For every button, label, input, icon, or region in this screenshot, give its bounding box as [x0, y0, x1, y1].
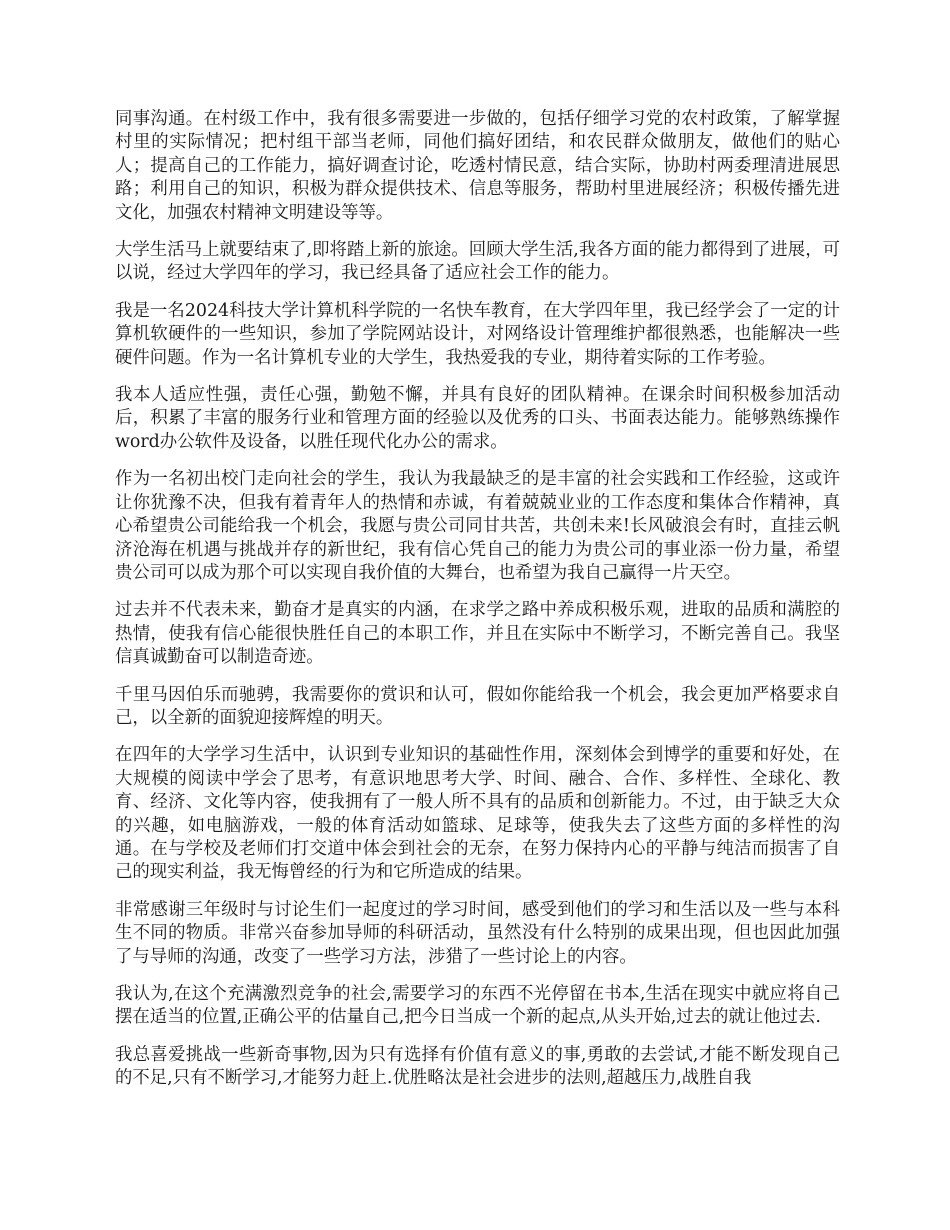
paragraph-5: 作为一名初出校门走向社会的学生，我认为我最缺乏的是丰富的社会实践和工作经验，这或许让你犹豫不决，但我有着青年人的热情和赤诚，有着兢兢业业的工作态度和集体合作精神，真心希望贵公司能给我一个机会，我愿与贵公司同甘共苦，共创未来!长风破浪会有时，直挂云帆济沧海在机遇与挑战并存的新世纪，我有信心凭自己的能力为贵公司的事业添一份力量，希望贵公司可以成为那个可以实现自我价值的大舞台，也希望为我自己赢得一片天空。	[115, 469, 840, 583]
paragraph-11: 我总喜爱挑战一些新奇事物,因为只有选择有价值有意义的事,勇敢的去尝试,才能不断发现自己的不足,只有不断学习,才能努力赶上.优胜略汰是社会进步的法则,超越压力,战胜自我	[115, 1044, 840, 1089]
paragraph-9: 非常感谢三年级时与讨论生们一起度过的学习时间，感受到他们的学习和生活以及一些与本科生不同的物质。非常兴奋参加导师的科研活动，虽然没有什么特别的成果出现，但也因此加强了与导师的沟通，改变了一些学习方法，涉猎了一些讨论上的内容。	[115, 899, 840, 967]
document-body	[115, 108, 840, 1105]
paragraph-8: 在四年的大学学习生活中，认识到专业知识的基础性作用，深刻体会到博学的重要和好处，在大规模的阅读中学会了思考，有意识地思考大学、时间、融合、合作、多样性、全球化、教育、经济、文化等内容，使我拥有了一般人所不具有的品质和创新能力。不过，由于缺乏大众的兴趣，如电脑游戏，一般的体育活动如篮球、足球等，使我失去了这些方面的多样性的沟通。在与学校及老师们打交道中体会到社会的无奈，在努力保持内心的平静与纯洁而损害了自己的现实利益，我无悔曾经的行为和它所造成的结果。	[115, 745, 840, 883]
paragraph-10: 我认为,在这个充满激烈竞争的社会,需要学习的东西不光停留在书本,生活在现实中就应将自己摆在适当的位置,正确公平的估量自己,把今日当成一个新的起点,从头开始,过去的就让他过去.	[115, 984, 840, 1028]
paragraph-6: 过去并不代表未来，勤奋才是真实的内涵，在求学之路中养成积极乐观，进取的品质和满腔的热情，使我有信心能很快胜任自己的本职工作，并且在实际中不断学习，不断完善自己。我坚信真诚勤奋可以制造奇迹。	[115, 600, 840, 668]
paragraph-1: 同事沟通。在村级工作中，我有很多需要进一步做的，包括仔细学习党的农村政策，了解掌握村里的实际情况；把村组干部当老师，同他们搞好团结，和农民群众做朋友，做他们的贴心人；提高自己的工作能力，搞好调查讨论，吃透村情民意，结合实际，协助村两委理清进展思路；利用自己的知识，积极为群众提供技术、信息等服务，帮助村里进展经济；积极传播先进文化，加强农村精神文明建设等等。	[115, 109, 840, 223]
paragraph-3: 我是一名2024科技大学计算机科学院的一名快车教育，在大学四年里，我已经学会了一定的计算机软硬件的一些知识，参加了学院网站设计，对网络设计管理维护都很熟悉，也能解决一些硬件问题。作为一名计算机专业的大学生，我热爱我的专业，期待着实际的工作考验。	[115, 300, 840, 368]
paragraph-7: 千里马因伯乐而驰骋，我需要你的赏识和认可，假如你能给我一个机会，我会更加严格要求自己，以全新的面貌迎接辉煌的明天。	[115, 684, 840, 728]
paragraph-4: 我本人适应性强，责任心强，勤勉不懈，并具有良好的团队精神。在课余时间积极参加活动后，积累了丰富的服务行业和管理方面的经验以及优秀的口头、书面表达能力。能够熟练操作word办公软件及设备，以胜任现代化办公的需求。	[115, 385, 840, 452]
paragraph-2: 大学生活马上就要结束了,即将踏上新的旅途。回顾大学生活,我各方面的能力都得到了进展，可以说，经过大学四年的学习，我已经具备了适应社会工作的能力。	[115, 240, 840, 284]
